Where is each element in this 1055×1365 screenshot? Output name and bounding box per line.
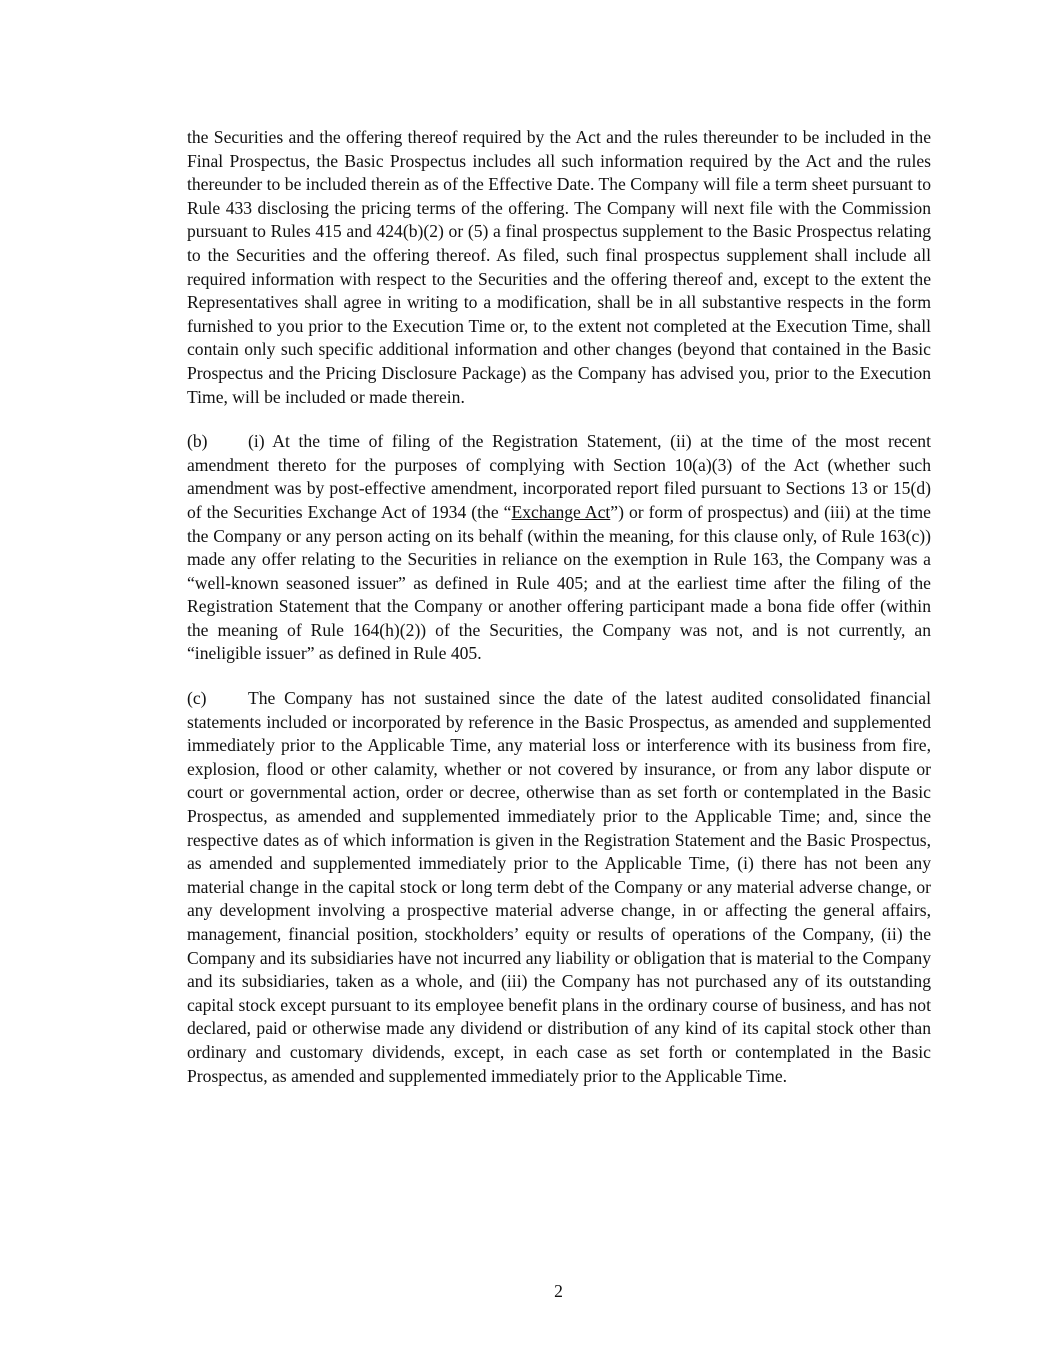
paragraph-c: [187, 687, 931, 1088]
paragraph-b-label: (b): [187, 431, 208, 452]
paragraph-b: [187, 430, 931, 666]
defined-term-exchange-act: Exchange Act: [511, 501, 611, 522]
page-number: 2: [554, 1281, 563, 1301]
paragraph-a-continued: the Securities and the offering thereof required by the Act and the rules thereunder to be included in the Final Prospectus, the Basic Prospectus includes all such information required by the Act and the rules thereunder to be included therein as of the Effective Date. The Company will file a term sheet pursuant to Rule 433 disclosing the pricing terms of the offering. The Company will next file with the Commission pursuant to Rules 415 and 424(b)(2) or (5) a final prospectus supplement to the Basic Prospectus relating to the Securities and the offering thereof. As filed, such final prospectus supplement shall include all required information with respect to the Securities and the offering thereof and, except to the extent the Representatives shall agree in writing to a modification, shall be in all substantive respects in the form furnished to you prior to the Execution Time or, to the extent not completed at the Execution Time, shall contain only such specific additional information and other changes (beyond that contained in the Basic Prospectus and the Pricing Disclosure Package) as the Company has advised you, prior to the Execution Time, will be included or made therein.: [187, 127, 931, 407]
paragraph-c-text: The Company has not sustained since the date of the latest audited consolidated financial statements included or incorporated by reference in the Basic Prospectus, as amended and supplemented immediately prior to the Applicable Time, any material loss or interference with its business from fire, explosion, flood or other calamity, whether or not covered by insurance, or from any labor dispute or court or governmental action, order or decree, otherwise than as set forth or contemplated in the Basic Prospectus, as amended and supplemented immediately prior to the Applicable Time; and, since the respective dates as of which information is given in the Registration Statement and the Basic Prospectus, as amended and supplemented immediately prior to the Applicable Time, (i) there has not been any material change in the capital stock or long term debt of the Company or any material adverse change, or any development involving a prospective material adverse change, in or affecting the general affairs, management, financial position, stockholders’ equity or results of operations of the Company, (ii) the Company and its subsidiaries have not incurred any liability or obligation that is material to the Company and its subsidiaries, taken as a whole, and (iii) the Company has not purchased any of its outstanding capital stock except pursuant to its employee benefit plans in the ordinary course of business, and has not declared, paid or otherwise made any dividend or distribution of any kind of its capital stock other than ordinary and customary dividends, except, in each case as set forth or contemplated in the Basic Prospectus, as amended and supplemented immediately prior to the Applicable Time.: [187, 688, 931, 1086]
document-body: [187, 126, 931, 1088]
paragraph-c-label: (c): [187, 688, 207, 709]
paragraph-b-text-part1: (i) At the time of filing of the Registration Statement, (ii) at the time of the most recent amendment thereto for the purposes of complying with Section 10(a)(3) of the Act (whether such amendment was by post-effective amendment, incorporated report filed pursuant to Sections 13 or 15(d) of the Securities Exchange Act of 1934 (the “: [187, 431, 931, 522]
paragraph-b-text-part2: ”) or form of prospectus) and (iii) at the time the Company or any person acting on its behalf (within the meaning, for this clause only, of Rule 163(c)) made any offer relating to the Securities in reliance on the exemption in Rule 163, the Company was a “well-known seasoned issuer” as defined in Rule 405; and at the earliest time after the filing of the Registration Statement that the Company or another offering participant made a bona fide offer (within the meaning of Rule 164(h)(2)) of the Securities, the Company was not, and is not currently, an “ineligible issuer” as defined in Rule 405.: [187, 501, 931, 664]
